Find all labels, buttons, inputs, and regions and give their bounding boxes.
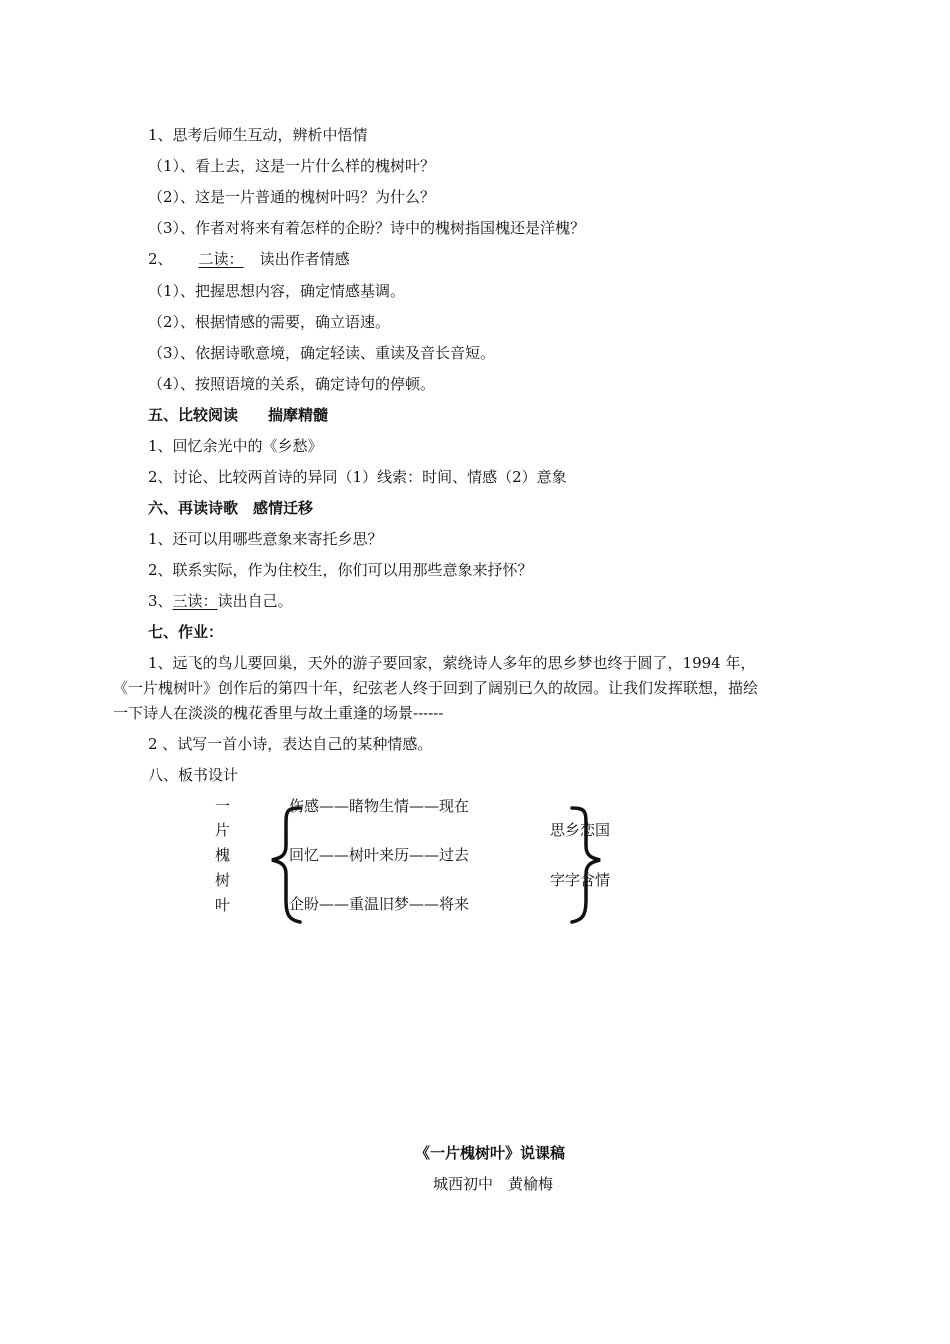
second-read-item: （1）、把握思想内容，确定情感基调。 — [148, 282, 406, 300]
board-title-char: 槐 — [215, 846, 231, 864]
question-2: （2）、这是一片普通的槐树叶吗？为什么？ — [148, 188, 436, 206]
section-8-heading: 八、板书设计 — [148, 766, 239, 784]
homework-para-2: 2 、试写一首小诗，表达自己的某种情感。 — [148, 735, 433, 753]
homework-para-1-line-1: 1、远飞的鸟儿要回巢，天外的游子要回家，萦绕诗人多年的思乡梦也终于圆了，1994 年， — [148, 654, 756, 672]
board-title-char: 一 — [215, 797, 231, 815]
board-row-future: 企盼——重温旧梦——将来 — [289, 895, 470, 913]
third-read-num: 3、 — [148, 592, 173, 610]
board-title-char: 树 — [215, 871, 231, 889]
second-read-num: 2、 — [148, 250, 173, 268]
board-row-past: 回忆——树叶来历——过去 — [289, 846, 470, 864]
second-read-item: （2）、根据情感的需要，确立语速。 — [148, 313, 391, 331]
homework-para-1-line-3: 一下诗人在淡淡的槐花香里与故土重逢的场景------ — [113, 704, 444, 722]
second-read-text: 读出作者情感 — [259, 250, 350, 268]
section-5-item: 2、讨论、比较两首诗的异同（1）线索：时间、情感（2）意象 — [148, 468, 567, 486]
second-read-item: （3）、依据诗歌意境，确定轻读、重读及音长音短。 — [148, 344, 496, 362]
question-1: （1）、看上去，这是一片什么样的槐树叶？ — [148, 157, 436, 175]
section-6-item: 2、联系实际，作为住校生，你们可以用那些意象来抒怀？ — [148, 561, 533, 579]
board-right-text: 字字含情 — [550, 871, 611, 889]
board-title-char: 片 — [215, 821, 231, 839]
section-6-heading: 六、再读诗歌 感情迁移 — [148, 499, 314, 517]
think-heading: 1、思考后师生互动，辨析中悟情 — [148, 126, 368, 144]
second-read-label: 二读： — [198, 250, 244, 268]
lecture-title: 《一片槐树叶》说课稿 — [415, 1144, 566, 1162]
homework-para-1-line-2: 《一片槐树叶》创作后的第四十年，纪弦老人终于回到了阔别已久的故园。让我们发挥联想，描绘 — [113, 679, 759, 697]
section-7-heading: 七、作业： — [148, 623, 224, 641]
author-line: 城西初中 黄榆梅 — [433, 1175, 554, 1193]
board-right-text: 思乡恋国 — [550, 821, 611, 839]
third-read-text: 读出自己。 — [217, 592, 293, 610]
third-read-label: 三读： — [172, 592, 218, 610]
second-read-item: （4）、按照语境的关系，确定诗句的停顿。 — [148, 375, 436, 393]
board-row-present: 伤感——睹物生情——现在 — [289, 797, 470, 815]
question-3: （3）、作者对将来有着怎样的企盼？诗中的槐树指国槐还是洋槐？ — [148, 219, 586, 237]
board-title-char: 叶 — [215, 896, 231, 914]
section-5-item: 1、回忆余光中的《乡愁》 — [148, 437, 323, 455]
section-6-item: 1、还可以用哪些意象来寄托乡思？ — [148, 530, 383, 548]
section-5-heading: 五、比较阅读 揣摩精髓 — [148, 406, 329, 424]
